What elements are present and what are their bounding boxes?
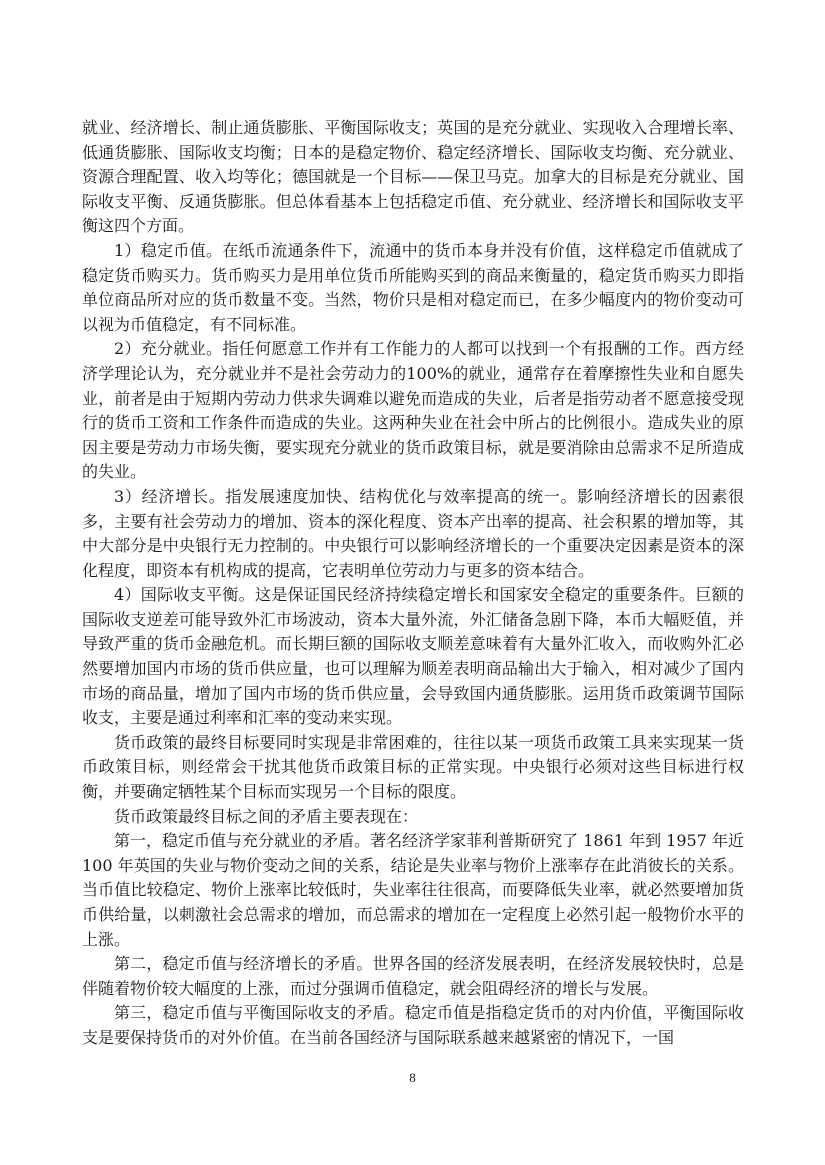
paragraph-conflict-second: 第二，稳定币值与经济增长的矛盾。世界各国的经济发展表明，在经济发展较快时，总是伴随着物价较大幅度的上涨，而过分强调币值稳定，就会阻碍经济的增长与发展。: [82, 954, 744, 998]
paragraph-policy-difficulty: 货币政策的最终目标要同时实现是非常困难的，往往以某一项货币政策工具来实现某一货币政策目标，则经常会干扰其他货币政策目标的正常实现。中央银行必须对这些目标进行权衡，并要确定牺牲某个目标而实现另一个目标的限度。: [82, 732, 744, 802]
paragraph-continuation: 就业、经济增长、制止通货膨胀、平衡国际收支；英国的是充分就业、实现收入合理增长率、低通货膨胀、国际收支均衡；日本的是稳定物价、稳定经济增长、国际收支均衡、充分就业、资源合理配置、收入均等化；德国就是一个目标——保卫马克。加拿大的目标是充分就业、国际收支平衡、反通货膨胀。但总体看基本上包括稳定币值、充分就业、经济增长和国际收支平衡这四个方面。: [82, 118, 744, 236]
paragraph-economic-growth: 3）经济增长。指发展速度加快、结构优化与效率提高的统一。影响经济增长的因素很多，主要有社会劳动力的增加、资本的深化程度、资本产出率的提高、社会积累的增加等，其中大部分是中央银行无力控制的。中央银行可以影响经济增长的一个重要决定因素是资本的深化程度，即资本有机构成的提高，它表明单位劳动力与更多的资本结合。: [82, 486, 744, 580]
page-number: 8: [409, 1070, 416, 1085]
paragraph-conflict-third: 第三，稳定币值与平衡国际收支的矛盾。稳定币值是指稳定货币的对内价值，平衡国际收支是要保持货币的对外价值。在当前各国经济与国际联系越来越紧密的情况下，一国: [82, 1003, 744, 1047]
paragraph-stable-currency: 1）稳定币值。在纸币流通条件下，流通中的货币本身并没有价值，这样稳定币值就成了稳定货币购买力。货币购买力是用单位货币所能购买到的商品来衡量的，稳定货币购买力即指单位商品所对应的货币数量不变。当然，物价只是相对稳定而已，在多少幅度内的物价变动可以视为币值稳定，有不同标准。: [82, 240, 744, 334]
paragraph-balance-of-payments: 4）国际收支平衡。这是保证国民经济持续稳定增长和国家安全稳定的重要条件。巨额的国际收支逆差可能导致外汇市场波动，资本大量外流，外汇储备急剧下降，本币大幅贬值，并导致严重的货币金融危机。而长期巨额的国际收支顺差意味着有大量外汇收入，而收购外汇必然要增加国内市场的货币供应量，也可以理解为顺差表明商品输出大于输入，相对减少了国内市场的商品量，增加了国内市场的货币供应量，会导致国内通货膨胀。运用货币政策调节国际收支，主要是通过利率和汇率的变动来实现。: [82, 585, 744, 728]
body-text: [82, 116, 744, 1051]
paragraph-conflicts-intro: 货币政策最终目标之间的矛盾主要表现在：: [114, 806, 419, 826]
paragraph-full-employment: 2）充分就业。指任何愿意工作并有工作能力的人都可以找到一个有报酬的工作。西方经济学理论认为，充分就业并不是社会劳动力的100%的就业，通常存在着摩擦性失业和自愿失业，前者是由于短期内劳动力供求失调难以避免而造成的失业，后者是指劳动者不愿意接受现行的货币工资和工作条件而造成的失业。这两种失业在社会中所占的比例很小。造成失业的原因主要是劳动力市场失衡，要实现充分就业的货币政策目标，就是要消除由总需求不足所造成的失业。: [82, 339, 744, 482]
paragraph-conflict-first: 第一，稳定币值与充分就业的矛盾。著名经济学家菲利普斯研究了 1861 年到 1957 年近 100 年英国的失业与物价变动之间的关系，结论是失业率与物价上涨率存在此消彼长的关系。当币值比较稳定、物价上涨率比较低时，失业率往往很高，而要降低失业率，就必然要增加货币供给量，以刺激社会总需求的增加，而总需求的增加在一定程度上必然引起一般物价水平的上涨。: [82, 831, 744, 949]
